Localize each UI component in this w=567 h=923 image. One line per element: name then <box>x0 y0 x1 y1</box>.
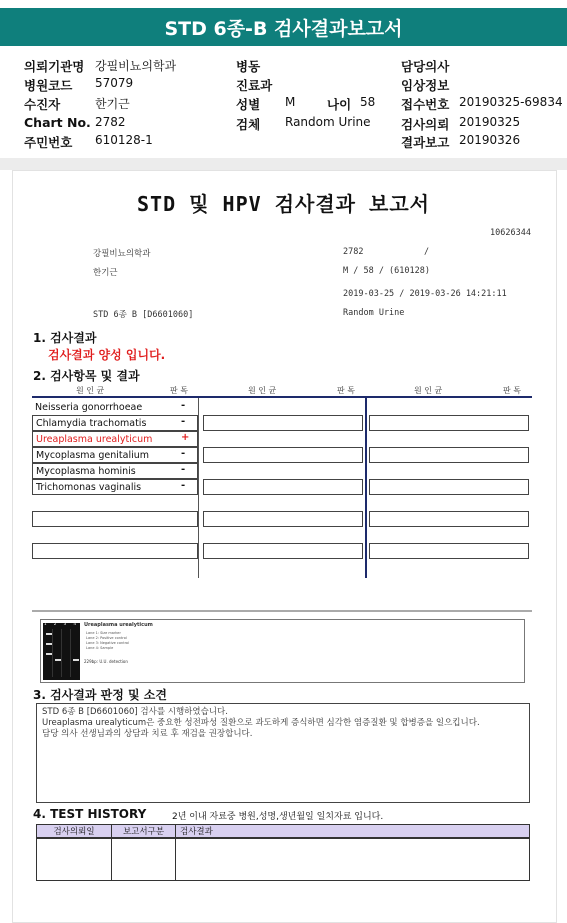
gel-electrophoresis-figure <box>40 619 525 683</box>
table-divider <box>198 398 199 578</box>
history-table-body <box>36 838 530 881</box>
report-title-bar <box>0 8 567 46</box>
doctor-label: 담당의사 <box>401 59 450 74</box>
table-row <box>32 399 198 415</box>
comment-text: STD 6종 B [D6601060] 검사를 시행하였습니다. Ureaplasma urealyticum은 중요한 성전파성 질환으로 과도하게 증식하면 심각한 염증질환 및 합병증을 일으킵니다. 담당 의사 선생님과의 상담과 치료 후 재검을 권장합니다. <box>42 707 480 739</box>
table-row <box>32 431 198 447</box>
gel-band <box>46 633 52 635</box>
rrn-label: 주민번호 <box>24 135 73 150</box>
table-divider <box>365 398 367 578</box>
report-patient-name: 한기근 <box>93 268 118 278</box>
history-note: 2년 이내 자료중 병원,성명,생년월일 일치자료 입니다. <box>172 812 384 822</box>
col-header-name-1: 원 인 균 <box>76 386 105 395</box>
organism-result: - <box>181 464 186 475</box>
organism-name: Neisseria gonorrhoeae <box>35 401 143 413</box>
history-divider <box>111 839 112 880</box>
specimen-label: 검체 <box>236 117 261 132</box>
recipient-value: 한기근 <box>95 97 130 111</box>
report-test-name: STD 6종 B [D6601060] <box>93 310 194 320</box>
empty-cell <box>32 511 198 527</box>
section-divider <box>0 158 567 170</box>
age-value: 58 <box>360 95 376 109</box>
gel-band <box>46 643 52 645</box>
gel-lane-labels: 1 2 3 4 <box>44 621 79 626</box>
sex-value: M <box>285 95 296 109</box>
section-4-heading: 4. TEST HISTORY <box>33 807 147 821</box>
history-col-request-date: 검사의뢰일 <box>53 827 95 837</box>
empty-cell <box>369 447 529 463</box>
organism-name: Mycoplasma genitalium <box>36 449 150 461</box>
col-header-name-3: 원 인 균 <box>414 386 443 395</box>
table-top-rule <box>32 396 532 398</box>
report-clinic: 강필비뇨의학과 <box>93 249 151 259</box>
col-header-name-2: 원 인 균 <box>248 386 277 395</box>
gel-lane <box>61 629 62 677</box>
report-date-label: 결과보고 <box>401 135 450 150</box>
gel-band <box>55 659 61 661</box>
table-row <box>32 479 198 495</box>
chart-value: 2782 <box>95 115 126 129</box>
empty-cell <box>203 415 363 431</box>
organism-name: Trichomonas vaginalis <box>36 481 142 493</box>
gel-image <box>43 623 80 680</box>
receipt-label: 접수번호 <box>401 97 450 112</box>
chart-label: Chart No. <box>24 115 91 130</box>
ward-label: 병동 <box>236 59 261 74</box>
table-row <box>32 447 198 463</box>
empty-cell <box>203 511 363 527</box>
history-col-report-type: 보고서구분 <box>111 825 175 837</box>
request-value: 20190325 <box>459 115 521 129</box>
rrn-value: 610128-1 <box>95 133 153 147</box>
request-label: 검사의뢰 <box>401 117 450 132</box>
age-label: 나이 <box>327 97 352 112</box>
empty-cell <box>369 479 529 495</box>
report-date-value: 20190326 <box>459 133 521 147</box>
gel-lane <box>70 629 71 677</box>
history-table-header <box>36 824 530 838</box>
clinical-info-label: 임상정보 <box>401 78 450 93</box>
empty-cell <box>369 415 529 431</box>
specimen-value: Random Urine <box>285 115 371 129</box>
organism-name: Mycoplasma hominis <box>36 465 136 477</box>
gel-legend: Lane 1: Size marker Lane 2: Positive control Lane 3: Negative control Lane 4: Sample <box>86 631 130 650</box>
organism-name: Ureaplasma urealyticum <box>36 433 153 445</box>
report-id: 10626344 <box>490 228 531 238</box>
positive-result-text: 검사결과 양성 입니다. <box>48 348 166 362</box>
organism-name: Chlamydia trachomatis <box>36 417 147 429</box>
institution-value: 강필비뇨의학과 <box>95 59 177 73</box>
report-sex-age: M / 58 / (610128) <box>343 266 430 276</box>
col-header-result-2: 판 독 <box>337 386 355 395</box>
hospital-code-label: 병원코드 <box>24 78 73 93</box>
report-specimen: Random Urine <box>343 308 405 318</box>
report-dates: 2019-03-25 / 2019-03-26 14:21:11 <box>343 289 507 299</box>
organism-result: - <box>181 400 186 411</box>
empty-cell <box>369 511 529 527</box>
table-row <box>32 415 198 431</box>
table-row <box>32 463 198 479</box>
institution-label: 의뢰기관명 <box>24 59 85 74</box>
history-col-result: 검사결과 <box>175 825 213 837</box>
organism-result: - <box>181 448 186 459</box>
organism-result: + <box>181 432 190 443</box>
report-chart-no: 2782 <box>343 247 364 257</box>
organism-result: - <box>181 416 186 427</box>
col-header-result-1: 판 독 <box>170 386 188 395</box>
report-slash: / <box>424 247 430 257</box>
organism-result: - <box>181 480 186 491</box>
recipient-label: 수진자 <box>24 97 61 112</box>
department-label: 진료과 <box>236 78 273 93</box>
gel-lane <box>52 629 53 677</box>
report-title: STD 6종-B 검사결과보고서 <box>164 17 403 40</box>
col-header-result-3: 판 독 <box>503 386 521 395</box>
gel-caption: Ureaplasma urealyticum <box>84 622 153 628</box>
gel-band <box>46 653 52 655</box>
report-sheet-title: STD 및 HPV 검사결과 보고서 <box>137 192 430 216</box>
empty-cell <box>203 543 363 559</box>
section-3-heading: 3. 검사결과 판정 및 소견 <box>33 688 167 702</box>
receipt-value: 20190325-69834 <box>459 95 563 109</box>
section-2-heading: 2. 검사항목 및 결과 <box>33 369 140 383</box>
gel-marker-label: 229bp: U.U. detection <box>84 659 128 664</box>
gel-band <box>73 659 79 661</box>
empty-cell <box>203 479 363 495</box>
hospital-code-value: 57079 <box>95 76 134 90</box>
section-rule <box>32 610 532 612</box>
empty-cell <box>32 543 198 559</box>
section-1-heading: 1. 검사결과 <box>33 331 97 345</box>
empty-cell <box>369 543 529 559</box>
sex-label: 성별 <box>236 97 261 112</box>
empty-cell <box>203 447 363 463</box>
history-divider <box>175 839 176 880</box>
